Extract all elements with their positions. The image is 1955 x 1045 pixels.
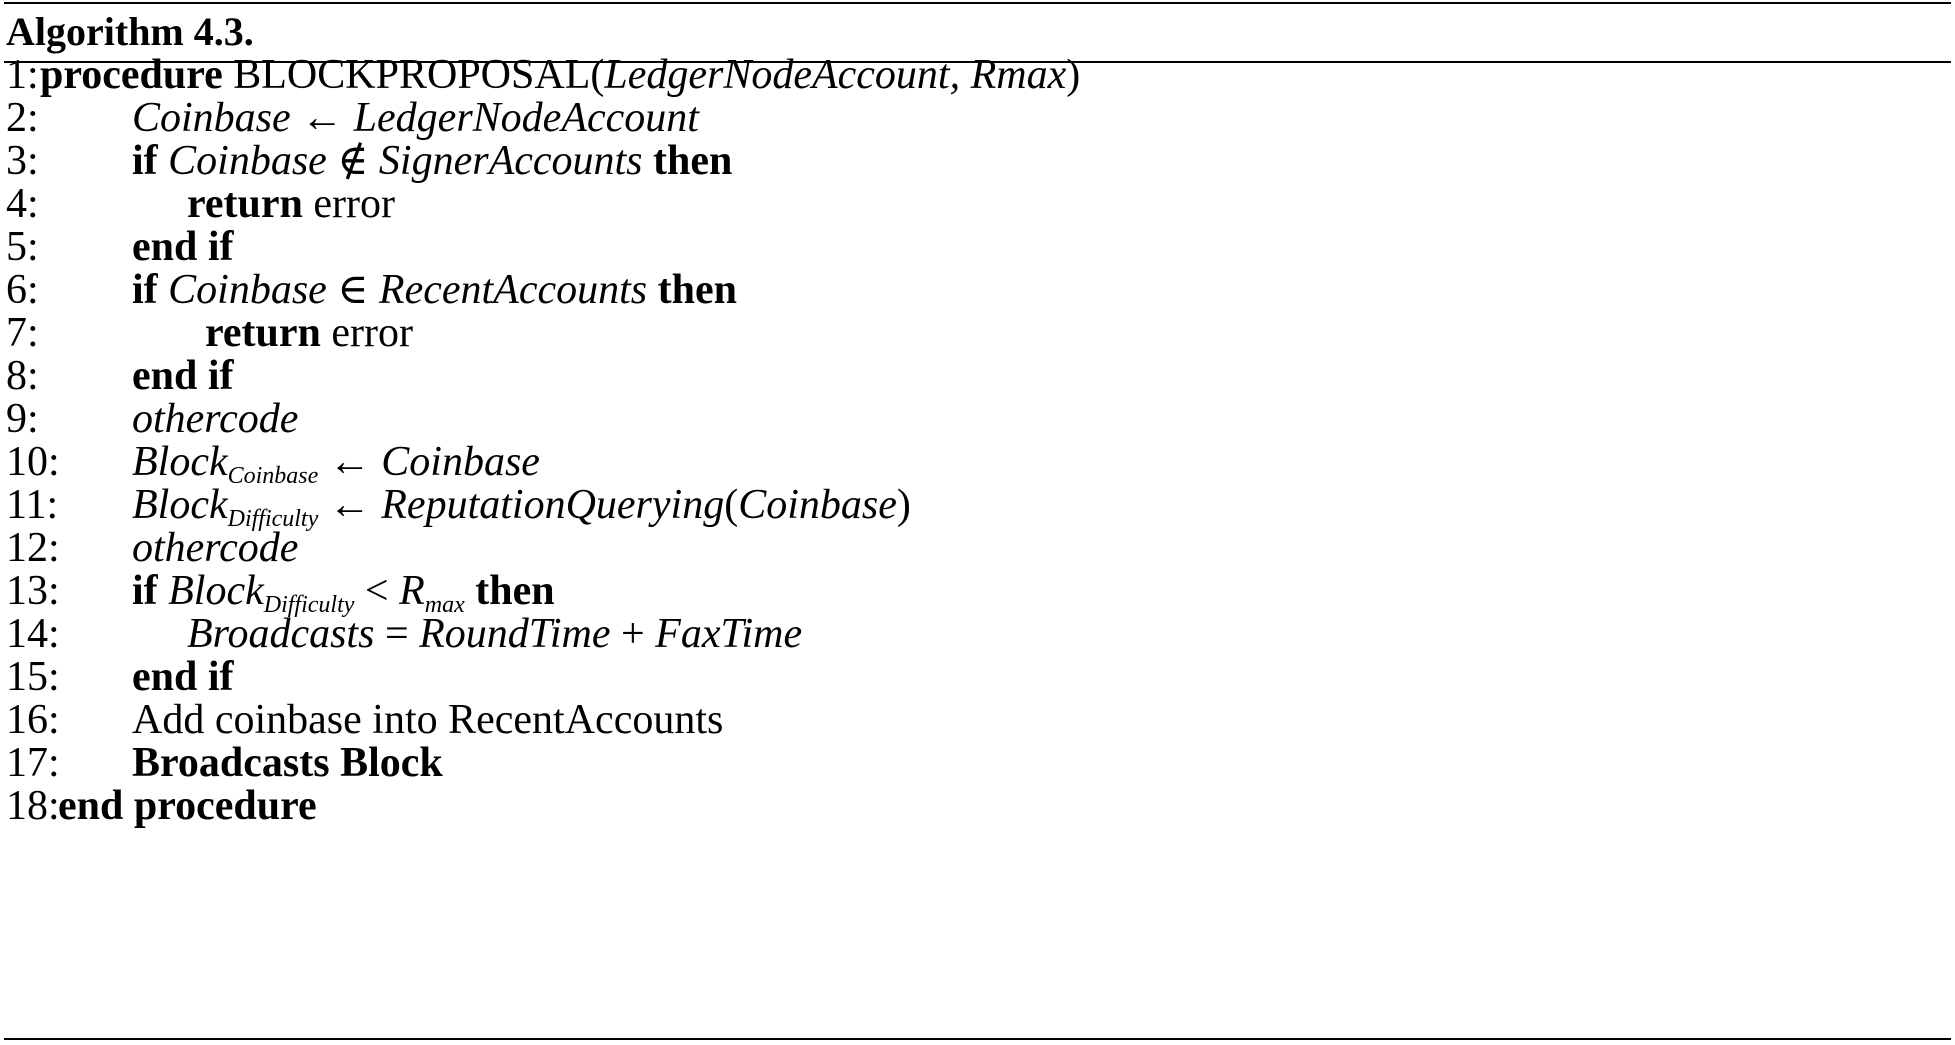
not-in-operator: ∉ bbox=[337, 138, 369, 184]
r-variable: R bbox=[399, 568, 425, 614]
in-operator: ∈ bbox=[337, 267, 369, 313]
keyword-end-if: end if bbox=[132, 654, 234, 700]
fax-time-term: FaxTime bbox=[655, 611, 803, 657]
condition-left: Coinbase bbox=[168, 138, 327, 184]
condition-right: RecentAccounts bbox=[378, 267, 648, 313]
othercode-text: othercode bbox=[132, 396, 299, 442]
function-name: ReputationQuerying bbox=[381, 482, 725, 528]
othercode-text: othercode bbox=[132, 525, 299, 571]
keyword-if: if bbox=[132, 138, 158, 184]
open-paren: ( bbox=[724, 482, 739, 528]
keyword-then: then bbox=[653, 138, 733, 184]
line-number: 18: bbox=[6, 783, 60, 829]
keyword-then: then bbox=[475, 568, 555, 614]
line-number: 9: bbox=[6, 396, 39, 442]
broadcasts-block-statement: Broadcasts Block bbox=[132, 740, 443, 786]
procedure-name: BLOCKPROPOSAL( bbox=[233, 52, 605, 98]
r-subscript: max bbox=[424, 592, 465, 618]
statement-text: Add coinbase into RecentAccounts bbox=[132, 697, 724, 743]
line-number: 5: bbox=[6, 224, 39, 270]
condition-left: Coinbase bbox=[168, 267, 327, 313]
block-variable: Block bbox=[132, 482, 228, 528]
line-number: 17: bbox=[6, 740, 60, 786]
line-number: 15: bbox=[6, 654, 60, 700]
block-variable: Block bbox=[168, 568, 264, 614]
plus-operator: + bbox=[620, 611, 645, 657]
close-paren: ) bbox=[1066, 52, 1081, 98]
assign-rhs: Coinbase bbox=[381, 439, 540, 485]
condition-right: SignerAccounts bbox=[378, 138, 643, 184]
equals-operator: = bbox=[384, 611, 409, 657]
keyword-end-procedure: end procedure bbox=[58, 783, 317, 829]
line-number: 4: bbox=[6, 181, 39, 227]
block-subscript: Coinbase bbox=[227, 463, 319, 489]
return-value: error bbox=[331, 310, 413, 356]
keyword-then: then bbox=[657, 267, 737, 313]
procedure-args: LedgerNodeAccount, Rmax bbox=[604, 52, 1067, 98]
assign-arrow: ← bbox=[328, 482, 371, 528]
assign-rhs: LedgerNodeAccount bbox=[353, 95, 699, 141]
line-number: 1: bbox=[6, 52, 39, 98]
assign-lhs: Coinbase bbox=[132, 95, 291, 141]
line-number: 7: bbox=[6, 310, 39, 356]
less-than-operator: < bbox=[364, 568, 389, 614]
return-value: error bbox=[313, 181, 395, 227]
keyword-if: if bbox=[132, 568, 158, 614]
line-number: 13: bbox=[6, 568, 60, 614]
block-variable: Block bbox=[132, 439, 228, 485]
line-body bbox=[187, 607, 802, 661]
broadcasts-variable: Broadcasts bbox=[187, 611, 375, 657]
line-body bbox=[205, 306, 413, 360]
round-time-term: RoundTime bbox=[419, 611, 611, 657]
algorithm-title: Algorithm 4.3. bbox=[6, 9, 254, 54]
line-number: 12: bbox=[6, 525, 60, 571]
keyword-end-if: end if bbox=[132, 353, 234, 399]
bottom-rule bbox=[4, 1038, 1951, 1040]
keyword-procedure: procedure bbox=[40, 52, 223, 98]
line-number: 2: bbox=[6, 95, 39, 141]
line-number: 8: bbox=[6, 353, 39, 399]
keyword-if: if bbox=[132, 267, 158, 313]
assign-arrow: ← bbox=[328, 439, 371, 485]
keyword-return: return bbox=[187, 181, 303, 227]
keyword-end-if: end if bbox=[132, 224, 234, 270]
line-number: 14: bbox=[6, 611, 60, 657]
line-number: 3: bbox=[6, 138, 39, 184]
line-number: 16: bbox=[6, 697, 60, 743]
assign-arrow: ← bbox=[301, 95, 344, 141]
top-rule bbox=[4, 2, 1951, 4]
line-number: 6: bbox=[6, 267, 39, 313]
block-subscript: Difficulty bbox=[227, 506, 319, 532]
keyword-return: return bbox=[205, 310, 321, 356]
line-number: 10: bbox=[6, 439, 60, 485]
function-arg: Coinbase bbox=[738, 482, 897, 528]
line-number: 11: bbox=[6, 482, 59, 528]
close-paren: ) bbox=[896, 482, 911, 528]
block-subscript: Difficulty bbox=[263, 592, 355, 618]
